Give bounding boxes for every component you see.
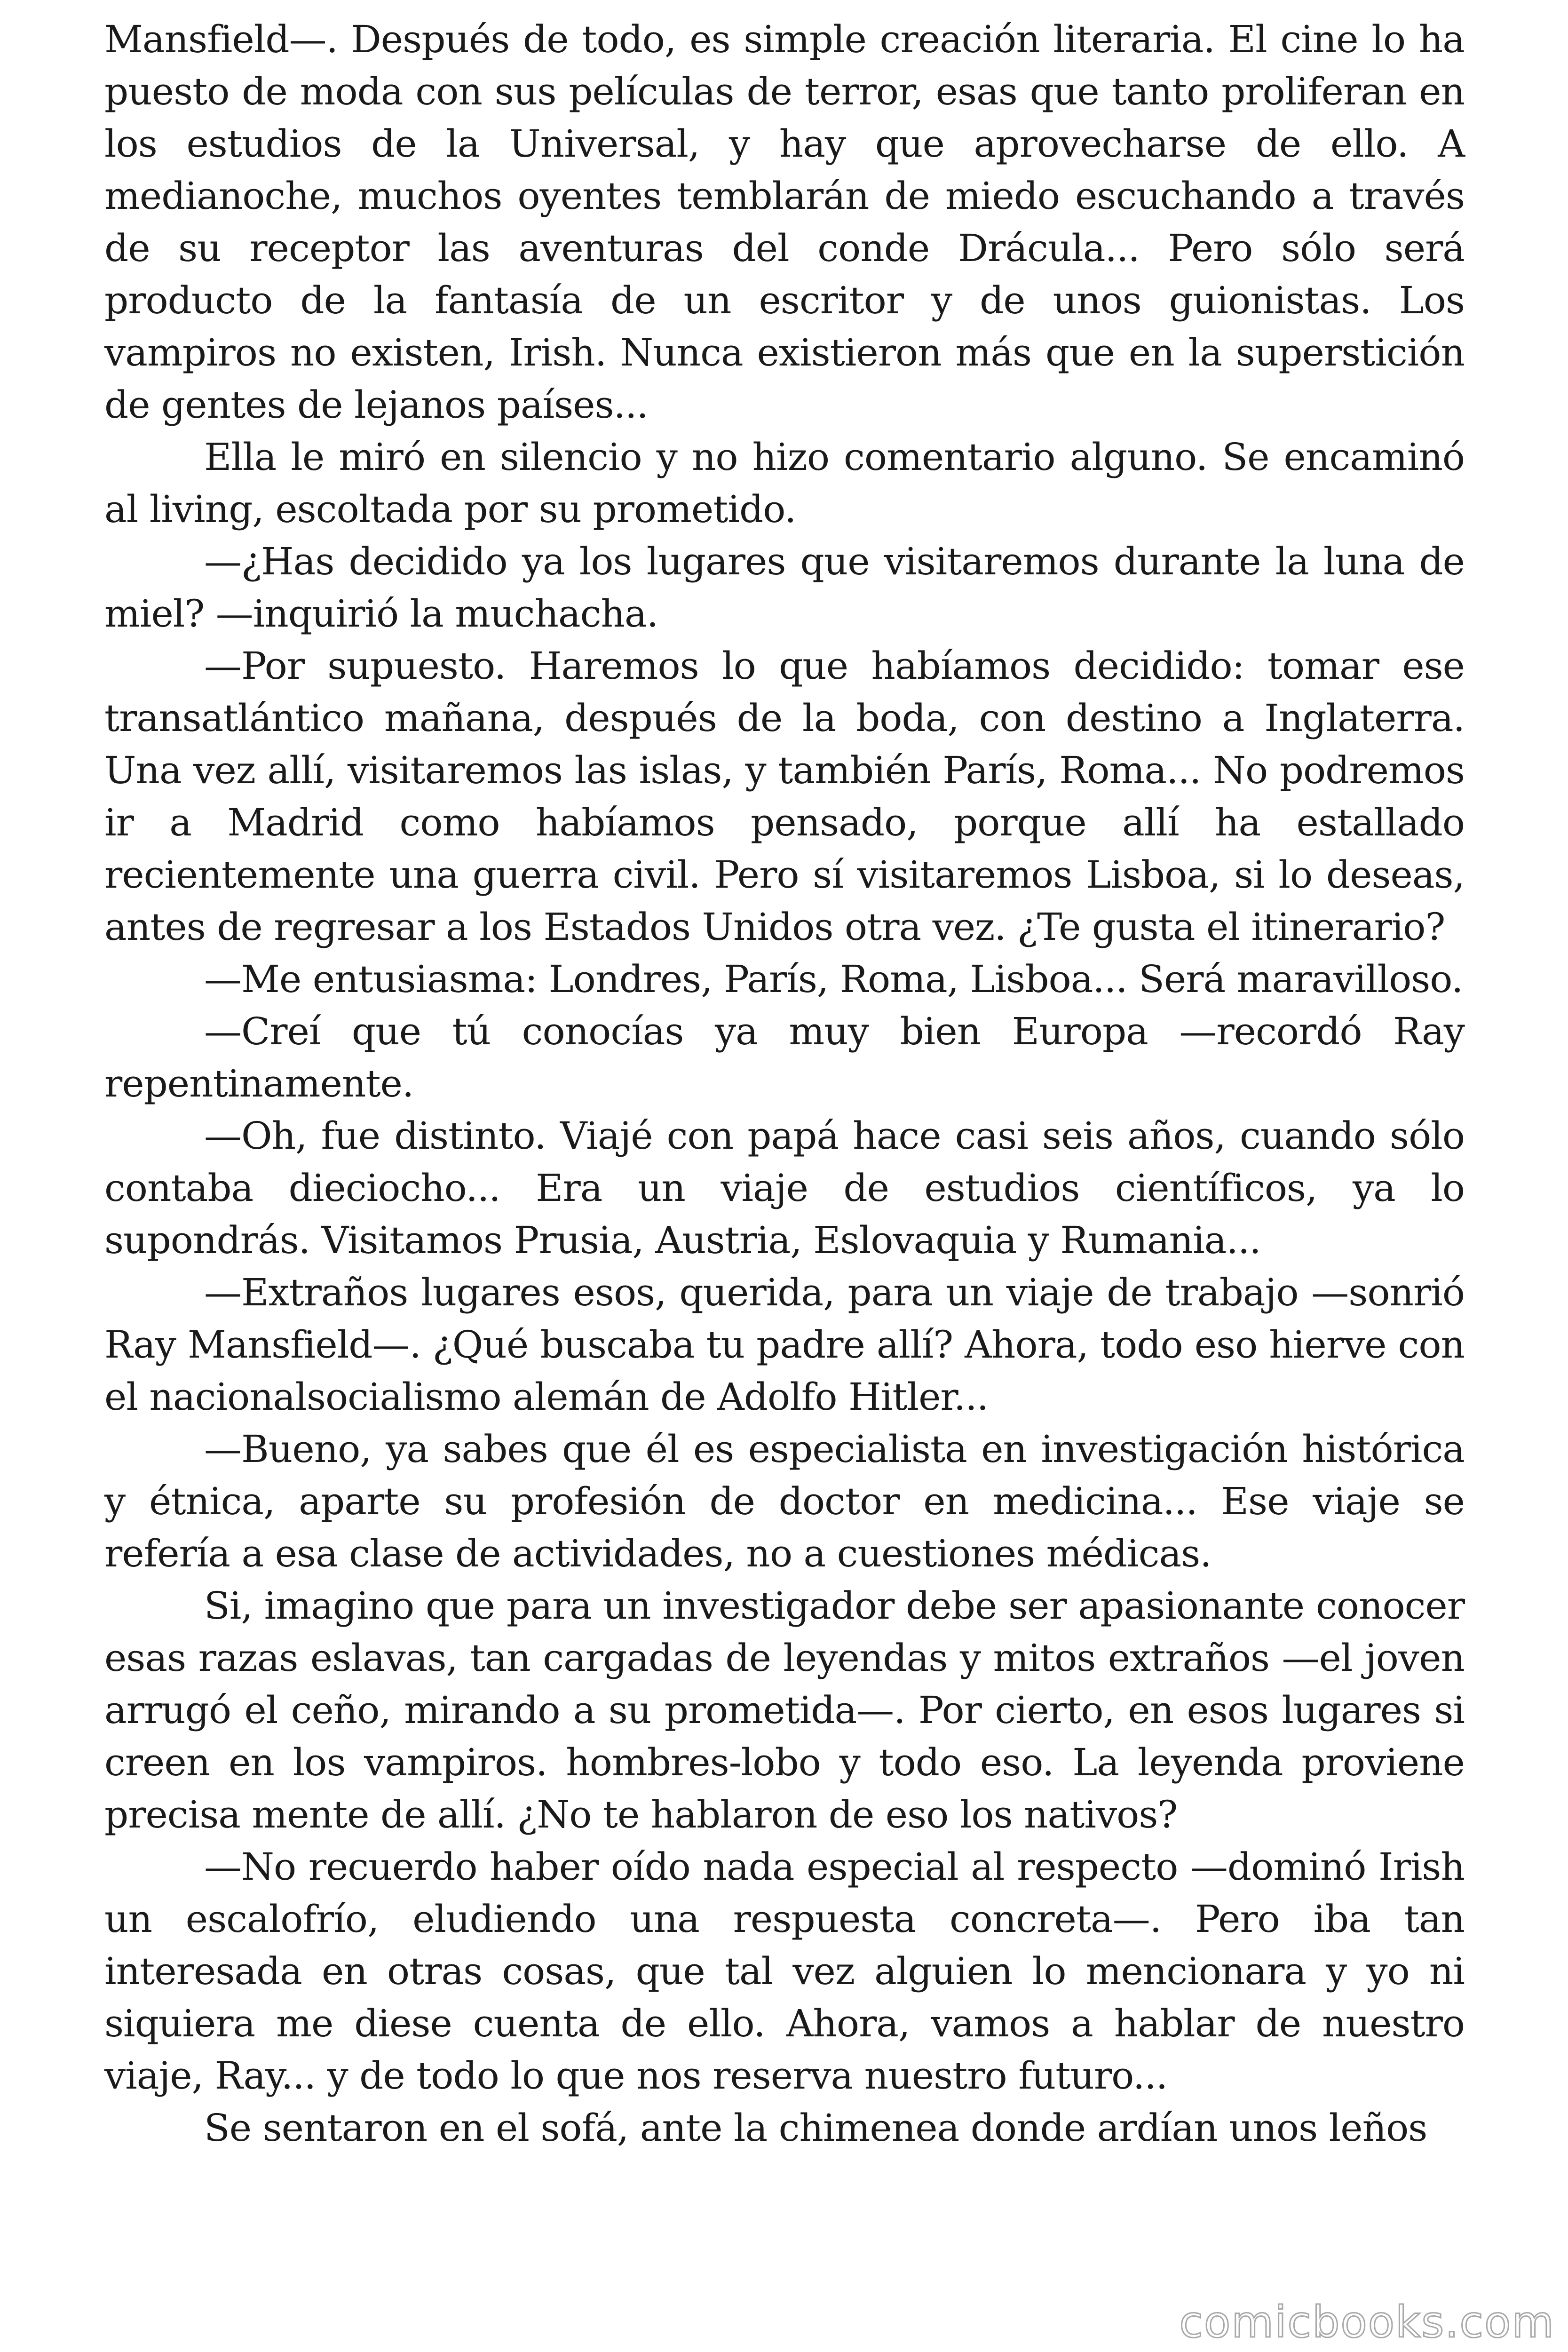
- paragraph-2: Ella le miró en silencio y no hizo comentario alguno. Se encaminó al living, escoltada por su prometido.: [104, 435, 1465, 531]
- book-page-text: [104, 13, 1465, 2154]
- paragraph-4: —Por supuesto. Haremos lo que habíamos decidido: tomar ese transatlántico mañana, después de la boda, con destino a Inglaterra. Una vez allí, visitaremos las islas, y también París, Roma... No podremos ir a Madrid como habíamos pensado, porque allí ha estallado recientemente una guerra civil. Pero sí visitaremos Lisboa, si lo deseas, antes de regresar a los Estados Unidos otra vez. ¿Te gusta el itinerario?: [104, 644, 1465, 949]
- paragraph-9: —Bueno, ya sabes que él es especialista en investigación histórica y étnica, aparte su profesión de doctor en medicina... Ese viaje se refería a esa clase de actividades, no a cuestiones médicas.: [104, 1427, 1465, 1575]
- paragraph-7: —Oh, fue distinto. Viajé con papá hace casi seis años, cuando sólo contaba dieciocho... Era un viaje de estudios científicos, ya lo supondrás. Visitamos Prusia, Austria, Eslovaquia y Rumania...: [104, 1114, 1465, 1262]
- paragraph-10: Si, imagino que para un investigador debe ser apasionante conocer esas razas eslavas, tan cargadas de leyendas y mitos extraños —el joven arrugó el ceño, mirando a su prometida—. Por cierto, en esos lugares si creen en los vampiros. hombres-lobo y todo eso. La leyenda proviene precisa mente de allí. ¿No te hablaron de eso los nativos?: [104, 1584, 1465, 1836]
- paragraph-5: —Me entusiasma: Londres, París, Roma, Lisboa... Será maravilloso.: [204, 957, 1463, 1001]
- paragraph-3: —¿Has decidido ya los lugares que visitaremos durante la luna de miel? —inquirió la muchacha.: [104, 540, 1465, 636]
- watermark: comicbooks.com: [1179, 2297, 1555, 2347]
- paragraph-1: Mansfield—. Después de todo, es simple creación literaria. El cine lo ha puesto de moda con sus películas de terror, esas que tanto proliferan en los estudios de la Universal, y hay que aprovecharse de ello. A medianoche, muchos oyentes temblarán de miedo escuchando a través de su receptor las aventuras del conde Drácula... Pero sólo será producto de la fantasía de un escritor y de unos guionistas. Los vampiros no existen, Irish. Nunca existieron más que en la superstición de gentes de lejanos países...: [104, 17, 1465, 427]
- paragraph-6: —Creí que tú conocías ya muy bien Europa —recordó Ray repentinamente.: [104, 1009, 1465, 1105]
- paragraph-12: Se sentaron en el sofá, ante la chimenea donde ardían unos leños: [204, 2106, 1427, 2150]
- paragraph-8: —Extraños lugares esos, querida, para un viaje de trabajo —sonrió Ray Mansfield—. ¿Qué buscaba tu padre allí? Ahora, todo eso hierve con el nacionalsocialismo alemán de Adolfo Hitler...: [104, 1271, 1465, 1419]
- paragraph-11: —No recuerdo haber oído nada especial al respecto —dominó Irish un escalofrío, eludiendo una respuesta concreta—. Pero iba tan interesada en otras cosas, que tal vez alguien lo mencionara y yo ni siquiera me diese cuenta de ello. Ahora, vamos a hablar de nuestro viaje, Ray... y de todo lo que nos reserva nuestro futuro...: [104, 1845, 1465, 2098]
